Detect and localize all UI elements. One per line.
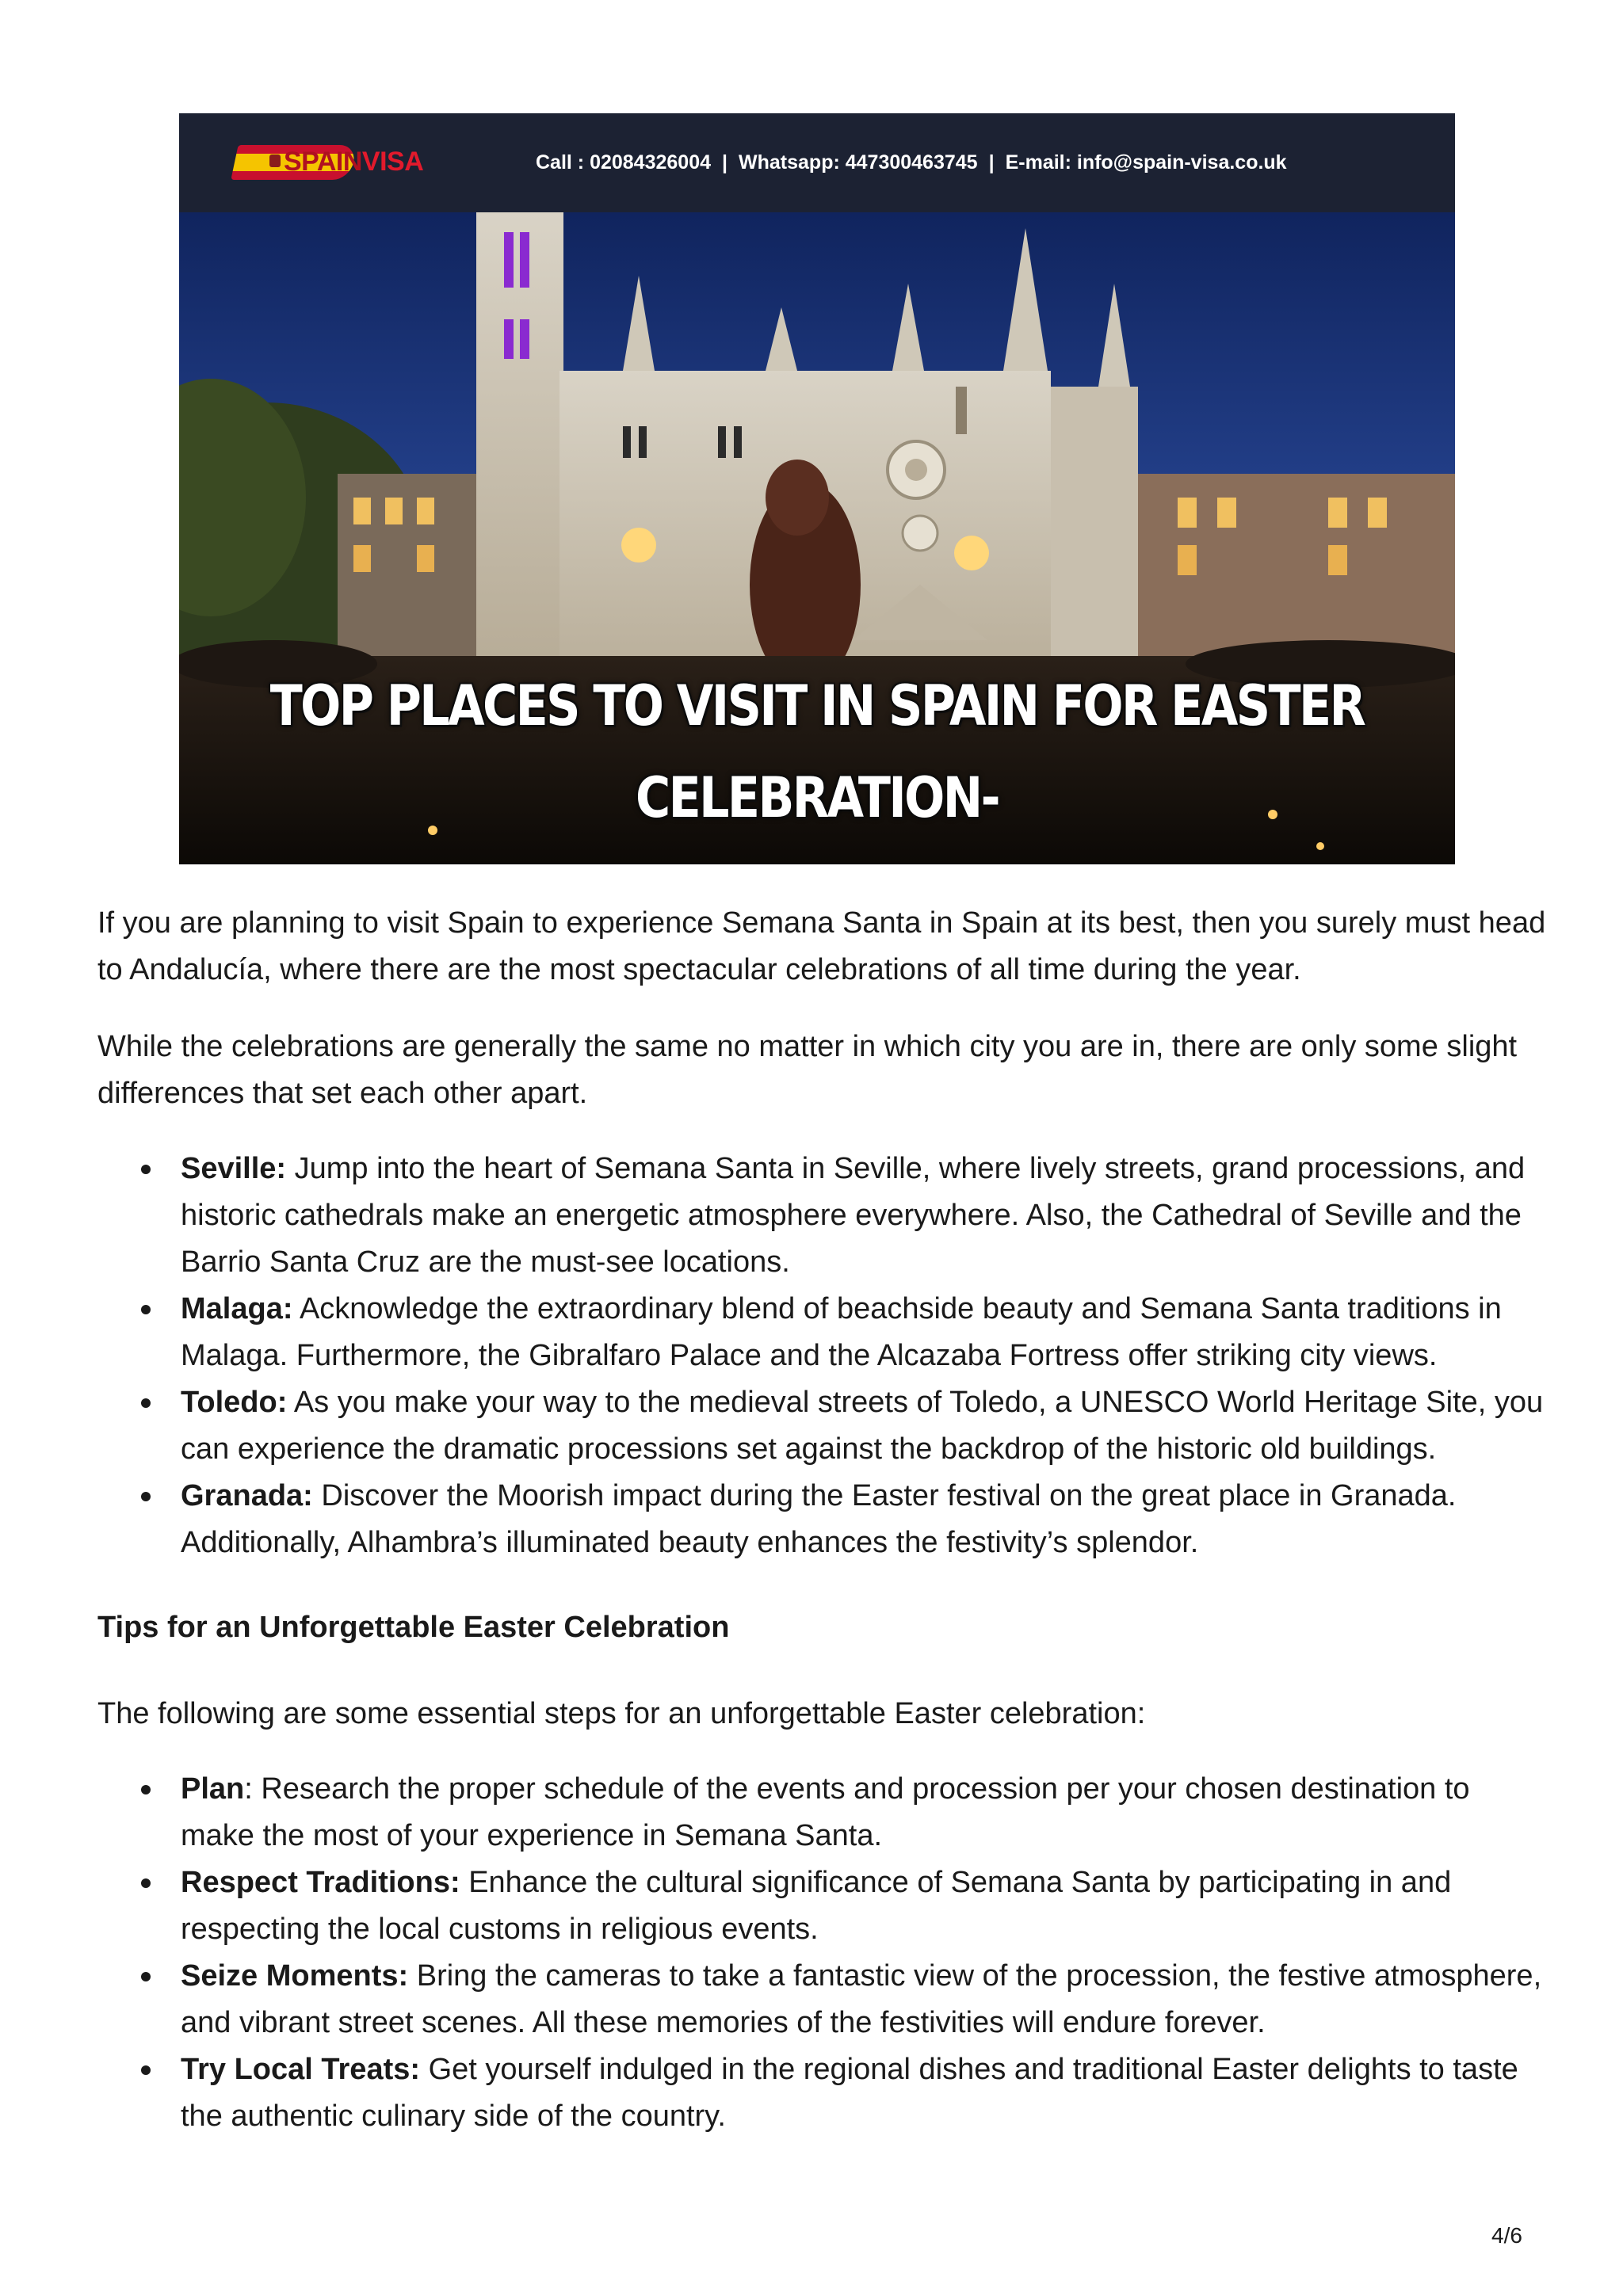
- list-item: [181, 1859, 1548, 1953]
- list-item: [181, 1473, 1548, 1566]
- list-item: [181, 1146, 1548, 1286]
- list-item-label: Try Local Treats:: [181, 2053, 421, 2086]
- page-number: 4/6: [1491, 2223, 1522, 2248]
- list-item-label: Malaga:: [181, 1292, 293, 1325]
- list-item-label: Granada:: [181, 1479, 313, 1512]
- tips-heading: Tips for an Unforgettable Easter Celebration: [97, 1611, 730, 1644]
- banner-contact-bar: [179, 113, 1455, 212]
- list-item-label: Seize Moments:: [181, 1959, 409, 1993]
- list-item: [181, 1286, 1548, 1379]
- list-item-text: Acknowledge the extraordinary blend of beachside beauty and Semana Santa traditions in Malaga. Furthermore, the Gibralfaro Palace and the Alcazaba Fortress offer striking city views.: [181, 1292, 1502, 1372]
- banner-email: E-mail: info@spain-visa.co.uk: [1005, 151, 1287, 174]
- list-item-label: Plan: [181, 1772, 245, 1806]
- list-item-text: Jump into the heart of Semana Santa in Seville, where lively streets, grand processions, and historic cathedrals make an energetic atmosphere everywhere. Also, the Cathedral of Seville and the Barrio Santa Cruz are the must-see locations.: [181, 1152, 1526, 1279]
- list-item-text: : Research the proper schedule of the events and procession per your chosen destination to make the most of your experience in Semana Santa.: [181, 1772, 1470, 1852]
- places-list: [97, 1146, 1548, 1566]
- intro-paragraph-2: While the celebrations are generally the same no matter in which city you are in, there are only some slight differences that set each other apart.: [97, 1030, 1518, 1110]
- article-body: [97, 881, 1548, 2140]
- list-item: [181, 1953, 1548, 2046]
- tips-list: [97, 1766, 1548, 2140]
- tips-intro: The following are some essential steps for an unforgettable Easter celebration:: [97, 1697, 1146, 1730]
- banner-phone: Call : 02084326004: [536, 151, 712, 174]
- separator: |: [722, 151, 728, 174]
- crest-icon: [269, 154, 281, 167]
- list-item-text: As you make your way to the medieval streets of Toledo, a UNESCO World Heritage Site, you can experience the dramatic processions set against the backdrop of the historic old buildings.: [181, 1386, 1544, 1466]
- banner-headline-line2: CELEBRATION-: [635, 765, 999, 830]
- separator: |: [988, 151, 995, 174]
- list-item: [181, 1379, 1548, 1473]
- banner-contact-info: [536, 113, 1287, 212]
- intro-paragraph-1: If you are planning to visit Spain to experience Semana Santa in Spain at its best, then you surely must head to Andalucía, where there are the most spectacular celebrations of all time during the year.: [97, 906, 1546, 986]
- logo-text: SPAINVISA: [284, 147, 424, 177]
- list-item-text: Discover the Moorish impact during the Easter festival on the great place in Granada. Additionally, Alhambra’s illuminated beauty enhances the festivity’s splendor.: [181, 1479, 1457, 1559]
- list-item-label: Respect Traditions:: [181, 1866, 460, 1899]
- banner-headline-line1: TOP PLACES TO VISIT IN SPAIN FOR EASTER: [269, 673, 1365, 738]
- spain-visa-logo: [235, 143, 441, 183]
- banner-whatsapp: Whatsapp: 447300463745: [739, 151, 978, 174]
- list-item-label: Toledo:: [181, 1386, 288, 1419]
- hero-banner-image: [179, 113, 1455, 864]
- list-item-text: Enhance the cultural significance of Semana Santa by participating in and respecting the local customs in religious events.: [181, 1866, 1452, 1946]
- list-item-text: Get yourself indulged in the regional dishes and traditional Easter delights to taste the authentic culinary side of the country.: [181, 2053, 1518, 2133]
- list-item: [181, 1766, 1548, 1859]
- list-item-text: Bring the cameras to take a fantastic view of the procession, the festive atmosphere, and vibrant street scenes. All these memories of the festivities will endure forever.: [181, 1959, 1542, 2039]
- list-item-label: Seville:: [181, 1152, 287, 1185]
- list-item: [181, 2046, 1548, 2140]
